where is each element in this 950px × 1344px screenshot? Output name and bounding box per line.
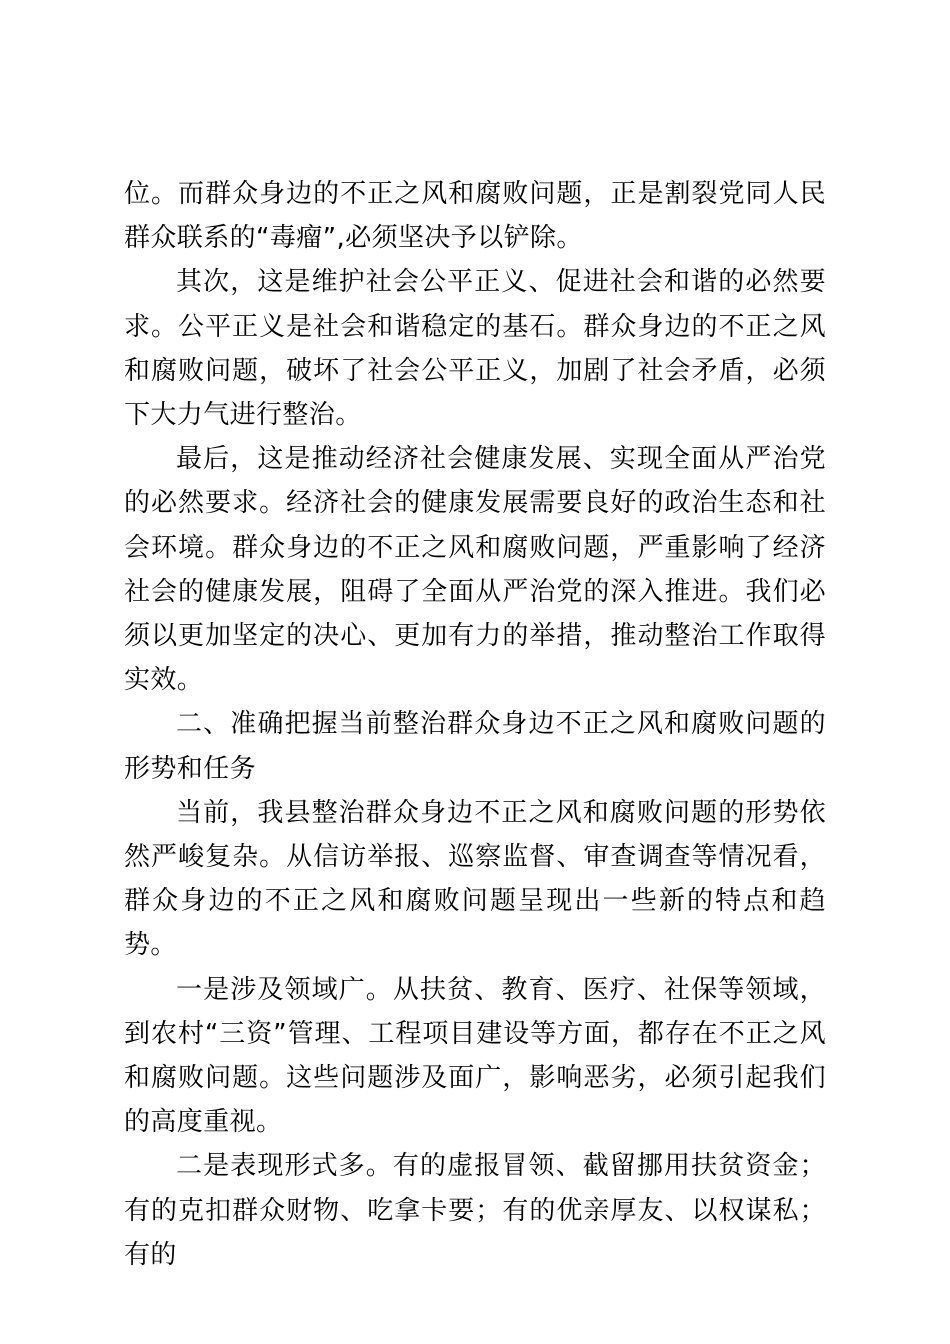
section-heading-two: 二、准确把握当前整治群众身边不正之风和腐败问题的形势和任务 bbox=[124, 709, 826, 784]
paragraph-current-situation: 当前，我县整治群众身边不正之风和腐败问题的形势依然严峻复杂。从信访举报、巡察监督、审查调查等情况看，群众身边的不正之风和腐败问题呈现出一些新的特点和趋势。 bbox=[124, 797, 826, 961]
paragraph-point-one: 一是涉及领域广。从扶贫、教育、医疗、社保等领域，到农村“三资”管理、工程项目建设等方面，都存在不正之风和腐败问题。这些问题涉及面广，影响恶劣，必须引起我们的高度重视。 bbox=[124, 974, 826, 1138]
document-body bbox=[124, 172, 826, 1277]
paragraph-point-two: 二是表现形式多。有的虚报冒领、截留挪用扶贫资金；有的克扣群众财物、吃拿卡要；有的优亲厚友、以权谋私；有的 bbox=[124, 1151, 826, 1270]
paragraph-secondly: 其次，这是维护社会公平正义、促进社会和谐的必然要求。公平正义是社会和谐稳定的基石。群众身边的不正之风和腐败问题，破坏了社会公平正义，加剧了社会矛盾，必须下大力气进行整治。 bbox=[124, 267, 826, 431]
paragraph-finally: 最后，这是推动经济社会健康发展、实现全面从严治党的必然要求。经济社会的健康发展需要良好的政治生态和社会环境。群众身边的不正之风和腐败问题，严重影响了经济社会的健康发展，阻碍了全面从严治党的深入推进。我们必须以更加坚定的决心、更加有力的举措，推动整治工作取得实效。 bbox=[124, 444, 826, 696]
paragraph-continuation: 位。而群众身边的不正之风和腐败问题，正是割裂党同人民群众联系的“毒瘤”,必须坚决予以铲除。 bbox=[124, 179, 826, 254]
